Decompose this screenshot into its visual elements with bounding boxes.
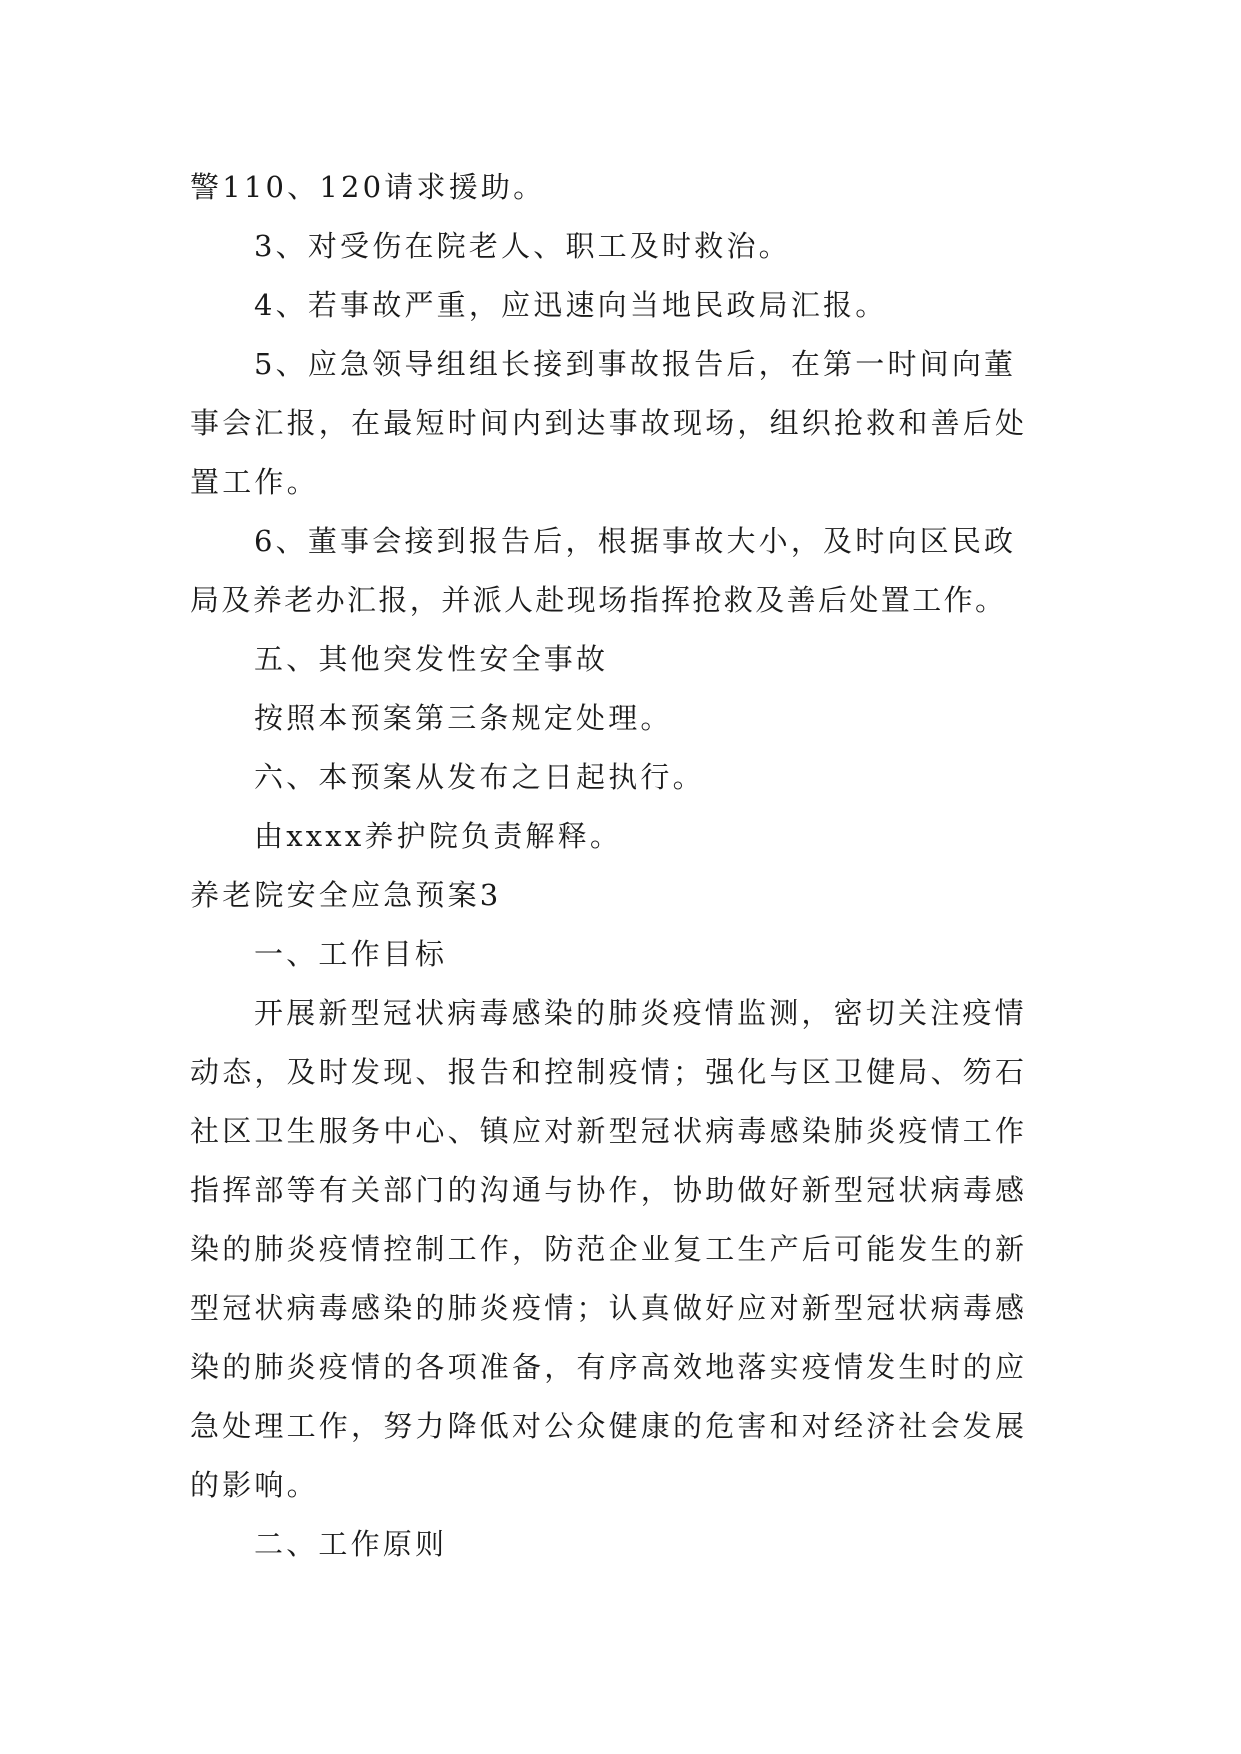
text-line: 的影响。 xyxy=(190,1468,319,1502)
text-line: 警110、120请求援助。 xyxy=(190,170,546,204)
text-line: 局及养老办汇报，并派人赴现场指挥抢救及善后处置工作。 xyxy=(190,583,1007,617)
document-title: 养老院安全应急预案3 xyxy=(190,878,502,912)
text-line: 4、若事故严重，应迅速向当地民政局汇报。 xyxy=(254,288,888,322)
text-line: 置工作。 xyxy=(190,465,319,499)
text-line: 6、董事会接到报告后，根据事故大小，及时向区民政 xyxy=(254,524,1017,558)
section-heading: 五、其他突发性安全事故 xyxy=(254,642,609,676)
text-line: 六、本预案从发布之日起执行。 xyxy=(254,760,705,794)
section-heading: 二、工作原则 xyxy=(254,1527,448,1561)
text-line: 由xxxx养护院负责解释。 xyxy=(254,819,623,853)
text-line: 社区卫生服务中心、镇应对新型冠状病毒感染肺炎疫情工作 xyxy=(190,1114,1028,1148)
text-line: 染的肺炎疫情控制工作，防范企业复工生产后可能发生的新 xyxy=(190,1232,1028,1266)
section-heading: 一、工作目标 xyxy=(254,937,448,971)
text-line: 5、应急领导组组长接到事故报告后，在第一时间向董 xyxy=(254,347,1017,381)
text-line: 3、对受伤在院老人、职工及时救治。 xyxy=(254,229,791,263)
text-line: 按照本预案第三条规定处理。 xyxy=(254,701,673,735)
text-line: 型冠状病毒感染的肺炎疫情；认真做好应对新型冠状病毒感 xyxy=(190,1291,1028,1325)
text-line: 指挥部等有关部门的沟通与协作，协助做好新型冠状病毒感 xyxy=(190,1173,1028,1207)
text-line: 急处理工作，努力降低对公众健康的危害和对经济社会发展 xyxy=(190,1409,1028,1443)
text-line: 动态，及时发现、报告和控制疫情；强化与区卫健局、笏石 xyxy=(190,1055,1028,1089)
text-line: 开展新型冠状病毒感染的肺炎疫情监测，密切关注疫情 xyxy=(254,996,1027,1030)
text-line: 染的肺炎疫情的各项准备，有序高效地落实疫情发生时的应 xyxy=(190,1350,1028,1384)
text-line: 事会汇报，在最短时间内到达事故现场，组织抢救和善后处 xyxy=(190,406,1028,440)
